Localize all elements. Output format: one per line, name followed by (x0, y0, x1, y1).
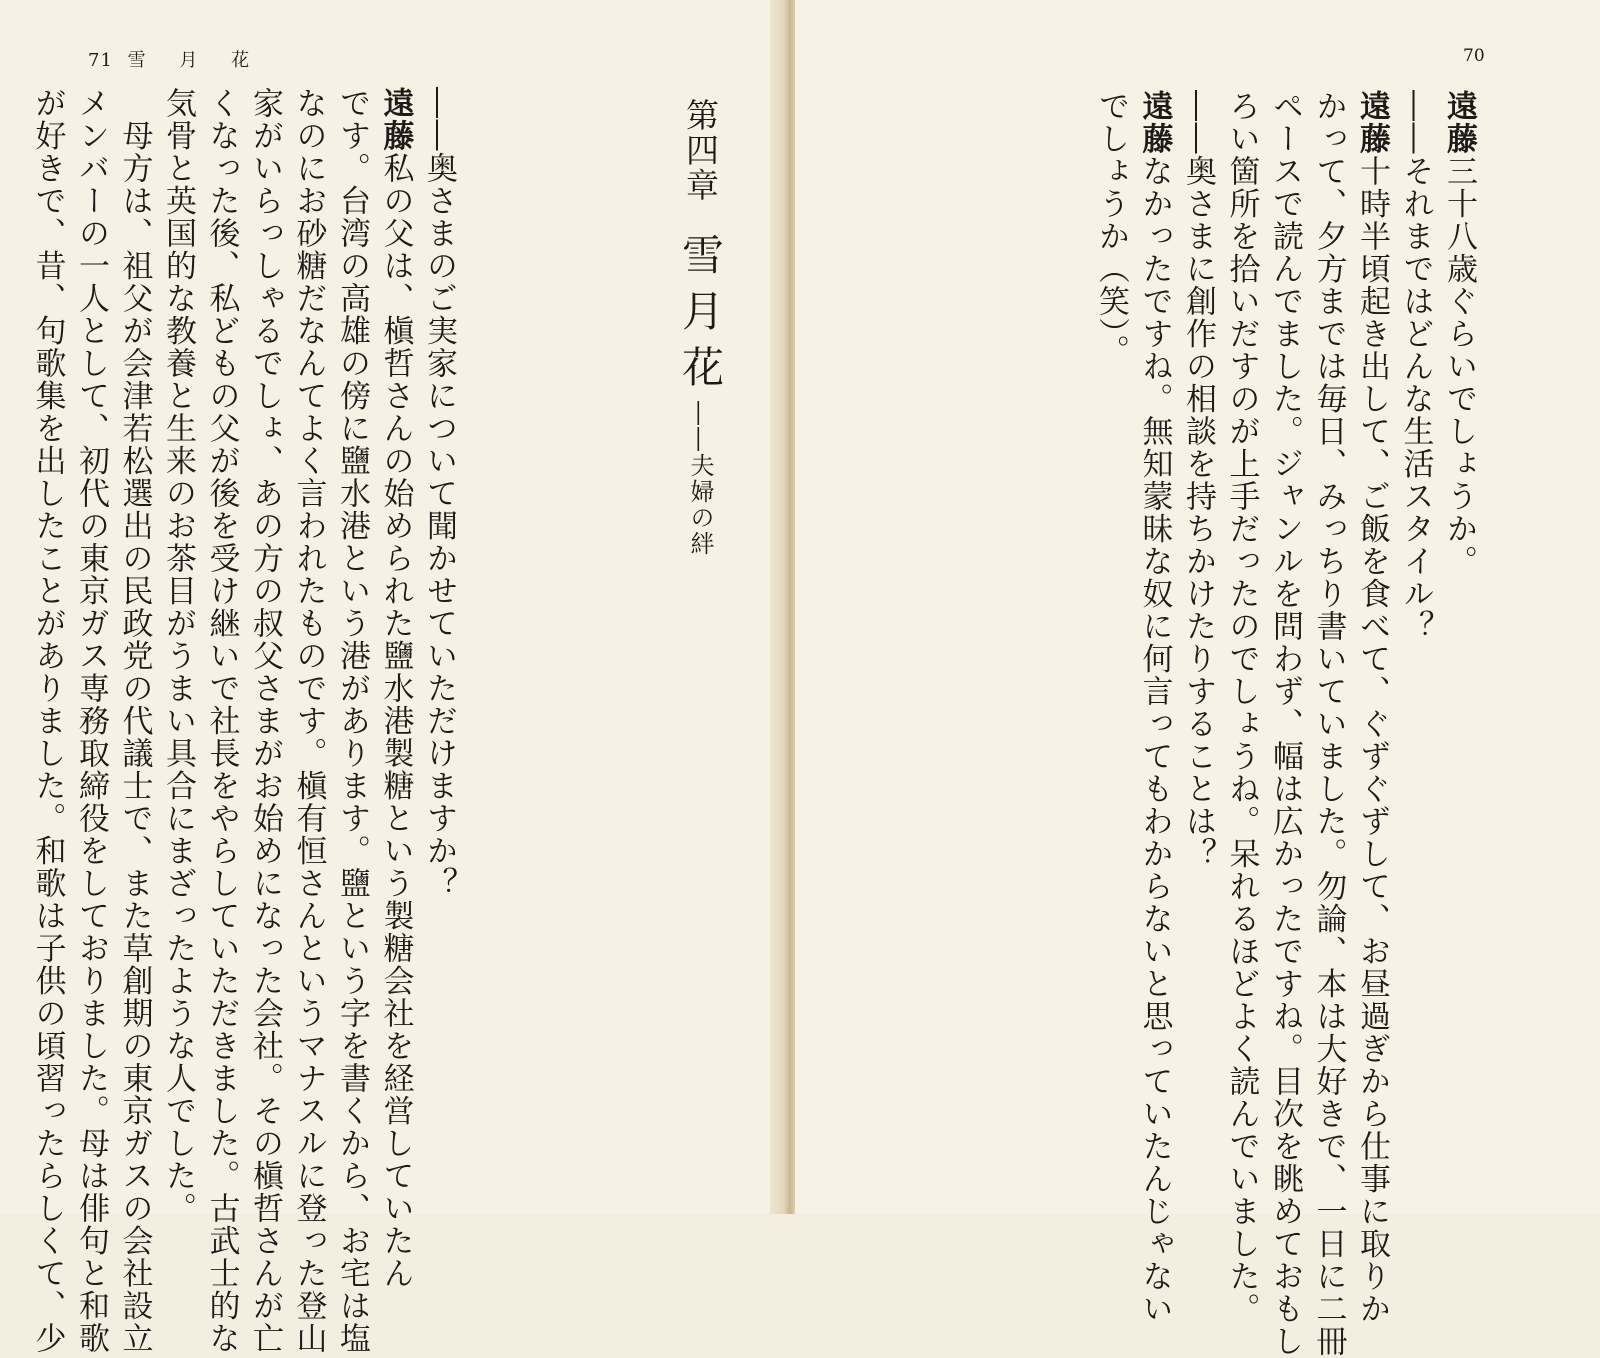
running-header-left (88, 46, 263, 72)
text-line: ろい箇所を拾いだすのが上手だったのでしょうね。呆れるほどよく読んでいました。 (1223, 90, 1260, 1325)
speaker-label: 遠藤 (377, 87, 414, 152)
text-line: かって、夕方までは毎日、みっちり書いていました。勿論、本は大好きで、一日に二冊 (1310, 90, 1347, 1358)
text-line: メンバーの一人として、初代の東京ガス専務取締役をしておりました。母は俳句と和歌 (73, 87, 109, 1355)
chapter-heading (676, 98, 730, 568)
text-line: なのにお砂糖だなんてよく言われたものです。槇有恒さんというマナスルに登った登山 (290, 87, 327, 1355)
text-line: でしょうか（笑）。 (1093, 90, 1129, 367)
text-line: 気骨と英国的な教養と生来のお茶目がうまい具合にまざったような人でした。 (160, 87, 196, 1225)
text-line: くなった後、私どもの父が後を受け継いで社長をやらしていただきました。古武士的な (203, 87, 240, 1355)
text-line: ペースで読んでました。ジャンルを問わず、幅は広かったですね。目次を眺めておもし (1267, 90, 1303, 1358)
text-line: ――奥さまのご実家について聞かせていただけますか？ (421, 87, 457, 900)
text-line: ――それまではどんな生活スタイル？ (1397, 90, 1434, 643)
speaker-label: 遠藤 (1136, 90, 1173, 155)
chapter-subtitle: 夫婦の絆 (686, 453, 714, 557)
page-number-left: 71 (88, 50, 113, 71)
text-line: 遠藤十時半頃起き出して、ご飯を食べて、ぐずぐずして、お昼過ぎから仕事に取りか (1354, 90, 1390, 1325)
right-page-body (1093, 90, 1480, 1358)
speaker-label: 遠藤 (1441, 90, 1477, 155)
left-page (0, 0, 780, 1355)
text-line: が好きで、昔、句歌集を出したことがありました。和歌は子供の頃習ったらしくて、少 (29, 87, 66, 1355)
page-number-right: 70 (1463, 46, 1485, 66)
chapter-number: 第四章 (681, 98, 720, 203)
speaker-label: 遠藤 (1354, 90, 1390, 155)
text-line: 遠藤なかったですね。無知蒙昧な奴に何言ってもわからないと思っていたんじゃない (1136, 90, 1173, 1325)
text-line: です。台湾の高雄の傍に鹽水港という港があります。鹽という字を書くから、お宅は塩 (334, 87, 370, 1355)
chapter-dash: ―― (686, 401, 714, 453)
text-line: 遠藤私の父は、槇哲さんの始められた鹽水港製糖という製糖会社を経営していたん (377, 87, 414, 1290)
running-title: 雪 月 花 (127, 50, 264, 71)
text-line: ――奥さまに創作の相談を持ちかけたりすることは？ (1180, 90, 1216, 870)
chapter-title: 雪月花 (676, 233, 725, 401)
text-line: 母方は、祖父が会津若松選出の民政党の代議士で、また草創期の東京ガスの会社設立 (116, 87, 153, 1355)
left-page-body (29, 87, 460, 1355)
text-line: 家がいらっしゃるでしょ、あの方の叔父さまがお始めになった会社。その槇哲さんが亡 (247, 87, 283, 1355)
text-line: 遠藤三十八歳ぐらいでしょうか。 (1441, 90, 1477, 578)
